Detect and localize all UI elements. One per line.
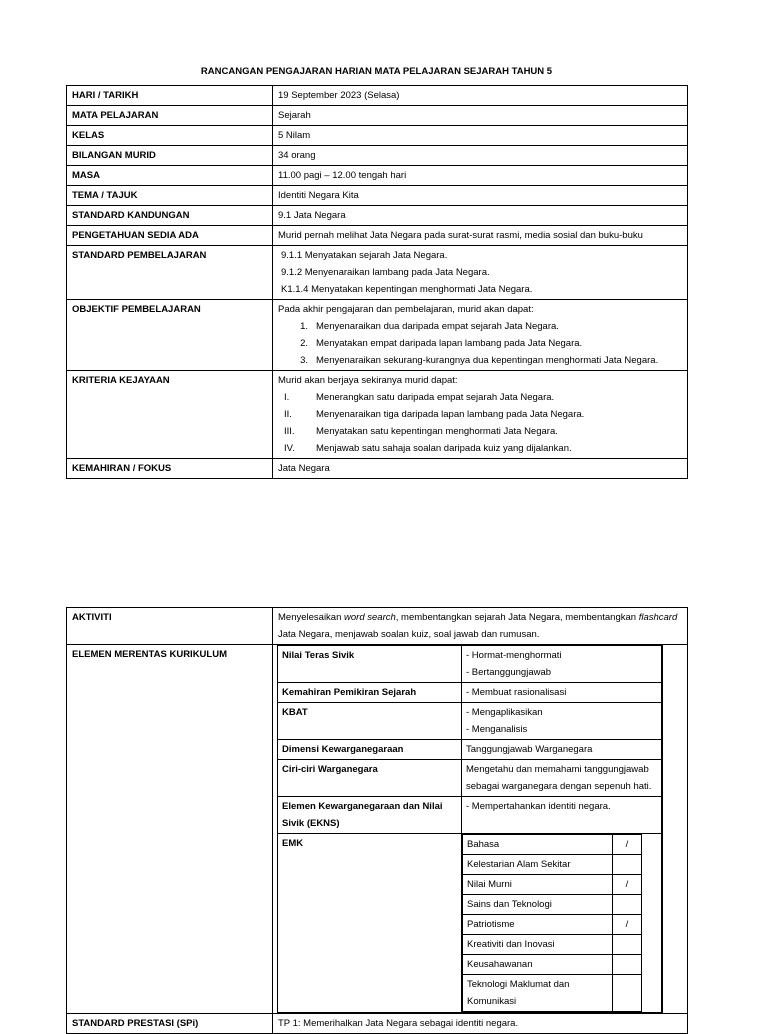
elemen-inner-table [277,645,662,1013]
standard-item: K1.1.4 Menyatakan kepentingan menghormati Jata Negara. [281,284,533,295]
elemen-merentas-label: ELEMEN MERENTAS KURIKULUM [67,645,273,1014]
emk-checklist [462,834,642,1012]
emk-item [463,975,642,1012]
emk-item-name: Sains dan Teknologi [463,895,613,915]
item-number: 3. [300,355,308,366]
emk-item [463,915,642,935]
kbat-value: - Mengaplikasikan - Menganalisis [462,703,662,740]
list-item [278,335,682,352]
kriteria-row-label: KRITERIA KEJAYAAN [67,371,273,459]
emk-item-name: Keusahawanan [463,955,613,975]
document-title: RANCANGAN PENGAJARAN HARIAN MATA PELAJARAN SEJARAH TAHUN 5 [200,66,553,77]
kriteria-row [67,371,688,459]
standard-pembelajaran-row [67,246,688,300]
item-number: IV. [284,443,295,454]
item-number: 1. [300,321,308,332]
item-number: II. [284,409,292,420]
row-value: 11.00 pagi – 12.00 tengah hari [273,166,688,186]
list-item [278,406,682,423]
nilai-teras-label: Nilai Teras Sivik [278,646,462,683]
info-row [67,126,688,146]
info-row [67,186,688,206]
objektif-row-label: OBJEKTIF PEMBELAJARAN [67,300,273,371]
row-label: PENGETAHUAN SEDIA ADA [67,226,273,246]
row-label: MASA [67,166,273,186]
row-label: MATA PELAJARAN [67,106,273,126]
info-row [67,206,688,226]
intro-text: Murid akan berjaya sekiranya murid dapat: [278,375,458,386]
aktiviti-value: Menyelesaikan word search, membentangkan sejarah Jata Negara, membentangkan flashcard Jata Negara, menjawab soalan kuiz, soal jawab dan rumusan. [273,608,688,645]
emk-item [463,895,642,915]
list-item [278,352,682,369]
dimensi-label: Dimensi Kewarganegaraan [278,740,462,760]
emk-item-mark [612,855,641,875]
item-number: 2. [300,338,308,349]
info-row [67,86,688,106]
item-text: Menyatakan satu kepentingan menghormati Jata Negara. [316,426,558,437]
emk-item [463,935,642,955]
row-value: Sejarah [273,106,688,126]
ciri-value: Mengetahu dan memahami tanggungjawab sebagai warganegara dengan sepenuh hati. [462,760,662,797]
standard-pembelajaran-value [273,246,688,300]
standard-prestasi-label: STANDARD PRESTASI (SPi) [67,1014,273,1034]
emk-item-name: Patriotisme [463,915,613,935]
emk-label: EMK [278,834,462,1013]
emk-item-mark [612,975,641,1012]
emk-item [463,955,642,975]
kriteria-row-value [273,371,688,459]
row-label: TEMA / TAJUK [67,186,273,206]
elemen-merentas-row [67,645,688,1014]
emk-item [463,835,642,855]
emk-item-mark: / [612,835,641,855]
item-text: Menerangkan satu daripada empat sejarah Jata Negara. [316,392,555,403]
info-row [67,106,688,126]
row-value: 9.1 Jata Negara [273,206,688,226]
info-row [67,226,688,246]
lesson-plan-table-2 [66,607,688,1034]
kps-label: Kemahiran Pemikiran Sejarah [278,683,462,703]
item-text: Menyenaraikan tiga daripada lapan lambang pada Jata Negara. [316,409,585,420]
kemahiran-value: Jata Negara [273,459,688,479]
emk-item-mark [612,955,641,975]
nilai-teras-value: - Hormat-menghormati - Bertanggungjawab [462,646,662,683]
kemahiran-label: KEMAHIRAN / FOKUS [67,459,273,479]
item-number: I. [284,392,290,403]
info-row [67,166,688,186]
objektif-row-value [273,300,688,371]
info-row [67,146,688,166]
row-value: Identiti Negara Kita [273,186,688,206]
emk-item-mark [612,935,641,955]
standard-item: 9.1.2 Menyenaraikan lambang pada Jata Negara. [281,267,490,278]
row-value: 34 orang [273,146,688,166]
lesson-plan-table-1 [66,85,688,479]
row-label: HARI / TARIKH [67,86,273,106]
item-text: Menyenaraikan sekurang-kurangnya dua kepentingan menghormati Jata Negara. [316,355,659,366]
kbat-label: KBAT [278,703,462,740]
list-item [278,389,682,406]
kps-value: - Membuat rasionalisasi [462,683,662,703]
emk-item-mark [612,895,641,915]
row-value: 19 September 2023 (Selasa) [273,86,688,106]
ekns-value: - Mempertahankan identiti negara. [462,797,662,834]
list-item [278,318,682,335]
emk-item-mark: / [612,875,641,895]
emk-item-name: Bahasa [463,835,613,855]
emk-item-name: Teknologi Maklumat dan Komunikasi [463,975,613,1012]
row-label: KELAS [67,126,273,146]
standard-prestasi-value: TP 1: Memerihalkan Jata Negara sebagai identiti negara. [273,1014,688,1034]
dimensi-value: Tanggungjawab Warganegara [462,740,662,760]
item-text: Menyenaraikan dua daripada empat sejarah Jata Negara. [316,321,559,332]
item-text: Menyatakan empat daripada lapan lambang pada Jata Negara. [316,338,583,349]
row-value: 5 Nilam [273,126,688,146]
objektif-row [67,300,688,371]
list-item [278,423,682,440]
item-number: III. [284,426,295,437]
row-label: BILANGAN MURID [67,146,273,166]
emk-item-mark: / [612,915,641,935]
intro-text: Pada akhir pengajaran dan pembelajaran, murid akan dapat: [278,304,534,315]
emk-item [463,855,642,875]
row-label: STANDARD KANDUNGAN [67,206,273,226]
list-item [278,440,682,457]
aktiviti-label: AKTIVITI [67,608,273,645]
ekns-label: Elemen Kewarganegaraan dan Nilai Sivik (EKNS) [278,797,462,834]
standard-pembelajaran-label: STANDARD PEMBELAJARAN [67,246,273,300]
kemahiran-row [67,459,688,479]
aktiviti-row [67,608,688,645]
item-text: Menjawab satu sahaja soalan daripada kuiz yang dijalankan. [316,443,572,454]
standard-item: 9.1.1 Menyatakan sejarah Jata Negara. [281,250,448,261]
row-value: Murid pernah melihat Jata Negara pada surat-surat rasmi, media sosial dan buku-buku [273,226,688,246]
emk-item-name: Kreativiti dan Inovasi [463,935,613,955]
emk-item-name: Kelestarian Alam Sekitar [463,855,613,875]
emk-item-name: Nilai Murni [463,875,613,895]
ciri-label: Ciri-ciri Warganegara [278,760,462,797]
emk-item [463,875,642,895]
